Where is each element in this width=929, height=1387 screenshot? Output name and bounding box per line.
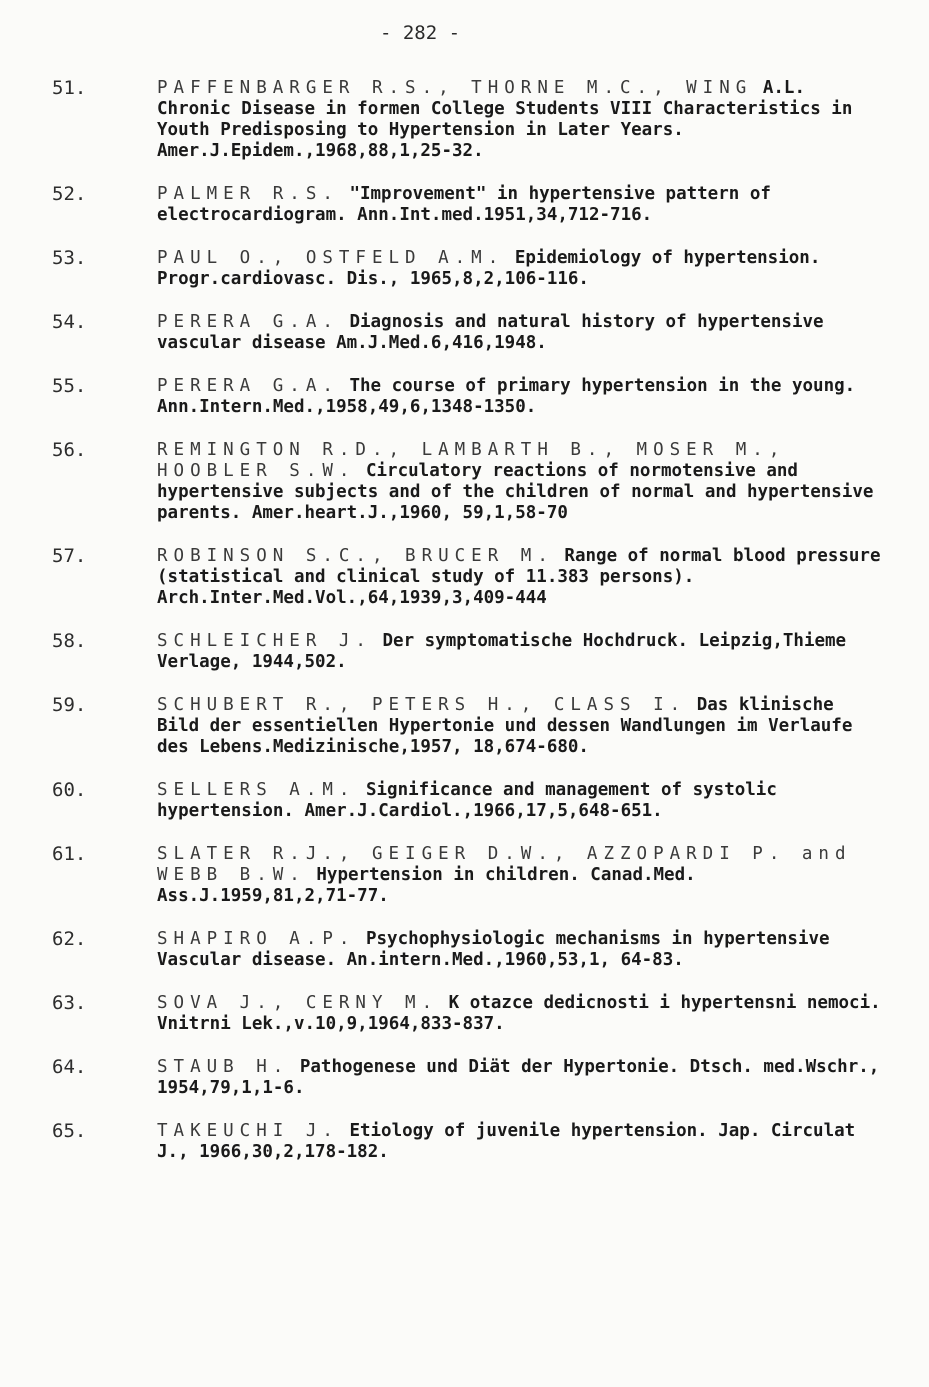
reference-number: 51. <box>52 77 87 99</box>
reference-entry <box>52 695 882 758</box>
reference-authors: SOVA J., CERNY M. <box>157 993 439 1013</box>
reference-authors: STAUB H. <box>157 1057 290 1077</box>
reference-entry <box>52 993 882 1035</box>
reference-entry <box>52 631 882 673</box>
reference-text: Das klinische Bild der essentiellen Hypertonie und dessen Wandlungen im Verlaufe des Lebens.Medizinische,1957, 18,674-680. <box>157 695 853 757</box>
reference-body <box>157 184 882 226</box>
reference-number: 55. <box>52 375 87 397</box>
reference-body <box>157 312 882 354</box>
reference-number: 62. <box>52 928 87 950</box>
reference-text: "Improvement" in hypertensive pattern of electrocardiogram. Ann.Int.med.1951,34,712-716. <box>157 184 771 225</box>
reference-text: Epidemiology of hypertension. Progr.cardiovasc. Dis., 1965,8,2,106-116. <box>157 248 821 289</box>
reference-body <box>157 780 882 822</box>
reference-authors: PAUL O., OSTFELD A.M. <box>157 248 505 268</box>
reference-body <box>157 1057 882 1099</box>
reference-body <box>157 376 882 418</box>
reference-number: 59. <box>52 694 87 716</box>
reference-authors: TAKEUCHI J. <box>157 1121 339 1141</box>
reference-authors: SLATER R.J., GEIGER D.W., AZZOPARDI P. and WEBB B.W. <box>157 844 852 885</box>
reference-body <box>157 929 882 971</box>
reference-body <box>157 695 882 758</box>
reference-authors: PERERA G.A. <box>157 312 339 332</box>
reference-text: Der symptomatische Hochdruck. Leipzig,Thieme Verlage, 1944,502. <box>157 631 847 672</box>
reference-list <box>52 78 882 1185</box>
reference-entry <box>52 440 882 524</box>
reference-number: 56. <box>52 439 87 461</box>
reference-body <box>157 1121 882 1163</box>
reference-number: 64. <box>52 1056 87 1078</box>
reference-number: 52. <box>52 183 87 205</box>
reference-entry <box>52 780 882 822</box>
reference-text: Range of normal blood pressure (statistical and clinical study of 11.383 persons). Arch.Inter.Med.Vol.,64,1939,3,409-444 <box>157 546 881 608</box>
reference-text: Psychophysiologic mechanisms in hypertensive Vascular disease. An.intern.Med.,1960,53,1, 64-83. <box>157 929 830 970</box>
page-number: - 282 - <box>379 22 461 44</box>
reference-text: Hypertension in children. Canad.Med. Ass.J.1959,81,2,71-77. <box>157 865 696 906</box>
reference-authors: SELLERS A.M. <box>157 780 356 800</box>
reference-authors: REMINGTON R.D., LAMBARTH B., MOSER M., HOOBLER S.W. <box>157 440 786 481</box>
reference-entry <box>52 1057 882 1099</box>
reference-number: 53. <box>52 247 87 269</box>
reference-body <box>157 546 882 609</box>
reference-authors: SCHLEICHER J. <box>157 631 372 651</box>
reference-number: 54. <box>52 311 87 333</box>
reference-entry <box>52 1121 882 1163</box>
reference-authors: SCHUBERT R., PETERS H., CLASS I. <box>157 695 687 715</box>
reference-entry <box>52 184 882 226</box>
reference-text: Circulatory reactions of normotensive and hypertensive subjects and of the children of normal and hypertensive parents. Amer.heart.J.,1960, 59,1,58-70 <box>157 461 874 523</box>
reference-entry <box>52 376 882 418</box>
reference-body <box>157 844 882 907</box>
reference-text: Significance and management of systolic hypertension. Amer.J.Cardiol.,1966,17,5,648-651. <box>157 780 777 821</box>
reference-text: K otazce dedicnosti i hypertensni nemoci. Vnitrni Lek.,v.10,9,1964,833-837. <box>157 993 881 1034</box>
reference-number: 60. <box>52 779 87 801</box>
reference-number: 65. <box>52 1120 87 1142</box>
reference-entry <box>52 546 882 609</box>
reference-number: 57. <box>52 545 87 567</box>
reference-number: 61. <box>52 843 87 865</box>
reference-entry <box>52 844 882 907</box>
reference-authors: PAFFENBARGER R.S., THORNE M.C., WING <box>157 78 753 98</box>
reference-number: 63. <box>52 992 87 1014</box>
reference-text: The course of primary hypertension in the young. Ann.Intern.Med.,1958,49,6,1348-1350. <box>157 376 856 417</box>
reference-authors: PALMER R.S. <box>157 184 339 204</box>
reference-body <box>157 631 882 673</box>
reference-body <box>157 440 882 524</box>
reference-entry <box>52 78 882 162</box>
reference-entry <box>52 929 882 971</box>
reference-entry <box>52 248 882 290</box>
reference-authors: ROBINSON S.C., BRUCER M. <box>157 546 554 566</box>
reference-text: Diagnosis and natural history of hypertensive vascular disease Am.J.Med.6,416,1948. <box>157 312 824 353</box>
reference-text: Pathogenese und Diät der Hypertonie. Dtsch. med.Wschr., 1954,79,1,1-6. <box>157 1057 880 1098</box>
reference-authors: PERERA G.A. <box>157 376 339 396</box>
reference-number: 58. <box>52 630 87 652</box>
reference-authors: SHAPIRO A.P. <box>157 929 356 949</box>
reference-body <box>157 993 882 1035</box>
reference-body <box>157 78 882 162</box>
reference-entry <box>52 312 882 354</box>
reference-text: A.L. Chronic Disease in formen College Students VIII Characteristics in Youth Predisposing to Hypertension in Later Years. Amer.J.Epidem.,1968,88,1,25-32. <box>157 78 853 161</box>
reference-body <box>157 248 882 290</box>
reference-text: Etiology of juvenile hypertension. Jap. Circulat J., 1966,30,2,178-182. <box>157 1121 856 1162</box>
